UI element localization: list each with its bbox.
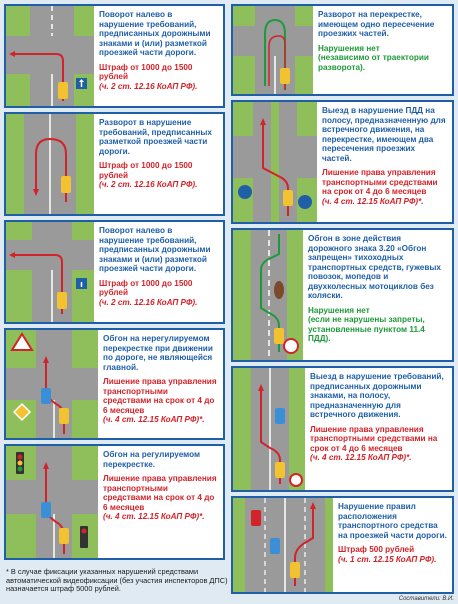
law-reference: (ч. 4 ст. 12.15 КоАП РФ)*. (103, 415, 205, 425)
panel-title: Разворот в нарушение требований, предписанных разметкой проезжей части дороги. (99, 118, 212, 156)
panel-overtaking-slow-vehicles (231, 228, 454, 362)
panel-u-turn-single-crossing (231, 4, 454, 96)
law-reference: (ч. 4 ст. 12.15 КоАП РФ)*. (103, 512, 205, 522)
law-reference: (ч. 2 ст. 12.16 КоАП РФ). (99, 180, 198, 190)
law-reference: (ч. 1 ст. 12.15 КоАП РФ). (338, 554, 437, 564)
penalty-text: Нарушения нет (318, 43, 380, 53)
panel-overtaking-regulated (4, 444, 225, 560)
panel-title: Обгон в зоне действия дорожного знака 3.20 «Обгон запрещен» тихоходных транспортных средств, гужевых повозок, мопедов и двухколесных мотоциклов без коляски. (308, 234, 441, 301)
intersection-illustration (6, 446, 98, 558)
penalty-text: Лишение права управления транспортными средствами на срок от 4 до 6 месяцев (322, 168, 438, 197)
law-reference: (независимо от траектории разворота). (318, 53, 429, 72)
penalty-text: Лишение права управления транспортными средствами на срок от 4 до 6 месяцев (310, 424, 438, 453)
road-illustration (233, 498, 333, 592)
penalty-text: Лишение права управления транспортными средствами на срок от 4 до 6 месяцев (103, 377, 217, 415)
u-turn-illustration (233, 6, 313, 94)
penalty-text: Штраф от 1000 до 1500 рублей (99, 161, 193, 180)
intersection-illustration (6, 330, 98, 438)
road-illustration (233, 230, 303, 360)
panel-oncoming-lane-two-crossings (231, 100, 454, 224)
panel-oncoming-lane-signs (231, 366, 454, 492)
law-reference: (ч. 2 ст. 12.16 КоАП РФ). (99, 297, 198, 307)
panel-title: Выезд в нарушение ПДД на полосу, предназначенную для встречного движения, на перекрестке, имеющем два пересечения проезжих частей. (322, 106, 446, 163)
intersection-illustration (233, 102, 317, 222)
penalty-text: Штраф от 1000 до 1500 рублей (99, 62, 193, 82)
intersection-illustration (6, 222, 94, 322)
panel-u-turn-marking (4, 112, 225, 216)
law-reference: (ч. 2 ст. 12.16 КоАП РФ). (99, 81, 198, 91)
penalty-text: Нарушения нет (308, 305, 370, 315)
law-reference: (если не нарушены запреты, установленные пунктом 11.4 ПДД). (308, 315, 425, 344)
u-turn-illustration (6, 114, 94, 214)
panel-overtaking-unregulated (4, 328, 225, 440)
panel-title: Обгон на регулируемом перекрестке. (103, 450, 201, 469)
panel-title: Выезд в нарушение требований, предписанных дорожными знаками, на полосу, предназначенную для встречного движения. (310, 372, 444, 420)
intersection-illustration (6, 6, 94, 106)
penalty-text: Лишение права управления транспортными средствами на срок от 4 до 6 месяцев (103, 474, 217, 512)
credit-text: Составители: В.И. (398, 596, 454, 602)
law-reference: (ч. 4 ст. 12.15 КоАП РФ)*. (310, 453, 412, 463)
panel-title: Обгон на нерегулируемом перекрестке при движении по дороге, не являющейся главной. (103, 334, 213, 372)
panel-vehicle-positioning (231, 496, 454, 594)
panel-title: Поворот налево в нарушение требований, предписанных дорожными знаками и (или) разметкой проезжей части дороги. (99, 226, 211, 274)
panel-left-turn-violation-1 (4, 4, 225, 108)
panel-title: Разворот на перекрестке, имеющем одно пересечение проезжих частей. (318, 10, 435, 39)
law-reference: (ч. 4 ст. 12.15 КоАП РФ)*. (322, 196, 424, 206)
panel-left-turn-violation-2 (4, 220, 225, 324)
penalty-text: Штраф от 1000 до 1500 рублей (99, 278, 193, 298)
panel-title: Поворот налево в нарушение требований, предписанных дорожными знаками и (или) разметкой проезжей части дороги. (99, 10, 211, 58)
panel-title: Нарушение правил расположения транспортного средства на проезжей части дороги. (338, 502, 447, 540)
penalty-text: Штраф 500 рублей (338, 545, 415, 555)
footnote: * В случае фиксации указанных нарушений средствами автоматической видеофиксации (без участия инспекторов ДПС) назначается штраф 5000 рублей. (6, 567, 228, 594)
road-illustration (233, 368, 305, 490)
